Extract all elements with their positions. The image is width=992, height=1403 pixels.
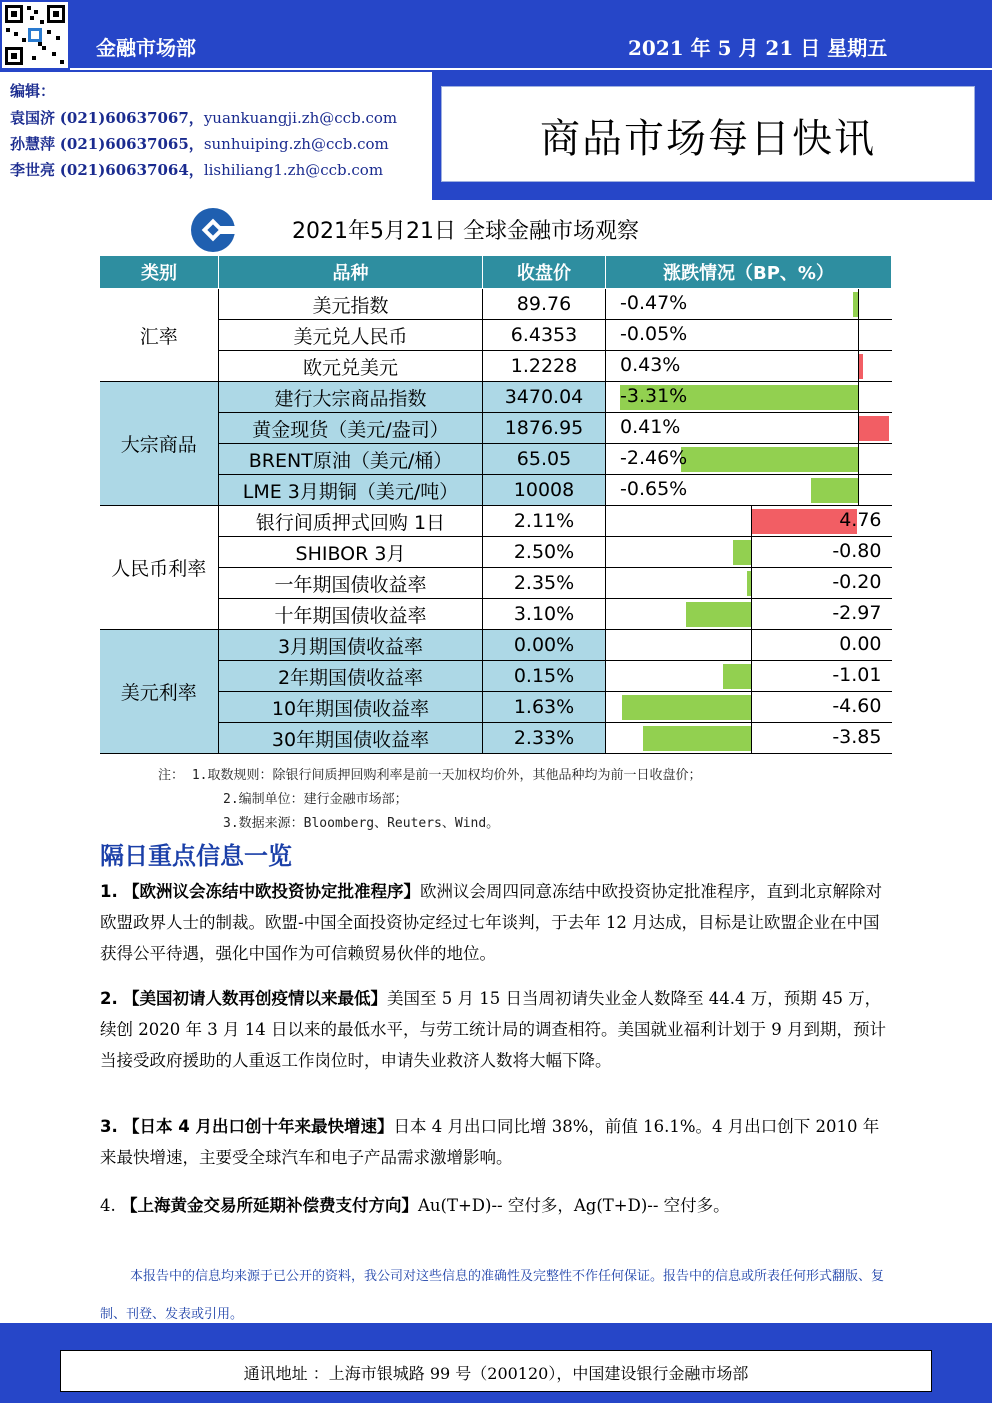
change-bar xyxy=(733,540,751,565)
zero-axis xyxy=(858,289,859,319)
zero-axis xyxy=(751,537,752,567)
close-cell: 6.4353 xyxy=(483,320,606,351)
market-table xyxy=(99,255,892,754)
editor-2 xyxy=(10,133,389,154)
change-value: 4.76 xyxy=(839,509,882,531)
close-cell: 0.15% xyxy=(483,661,606,692)
close-cell: 2.11% xyxy=(483,506,606,537)
news-title: 【欧洲议会冻结中欧投资协定批准程序】 xyxy=(123,882,420,901)
note-line: 3.数据来源：Bloomberg、Reuters、Wind。 xyxy=(223,816,500,831)
footer-address-box xyxy=(60,1350,932,1392)
category-cell: 汇率 xyxy=(100,289,219,382)
change-bar xyxy=(811,478,858,503)
editor-1 xyxy=(10,107,397,128)
header-divider xyxy=(70,68,992,70)
instrument-cell: 30年期国债收益率 xyxy=(219,723,483,754)
change-cell xyxy=(606,475,892,506)
change-cell xyxy=(606,599,892,630)
change-value: 0.43% xyxy=(620,354,681,376)
report-title: 商品市场每日快讯 xyxy=(540,116,876,162)
footer-address: 通讯地址 ：上海市银城路 99 号（200120），中国建设银行金融市场部 xyxy=(243,1364,749,1383)
zero-axis xyxy=(751,630,752,660)
change-bar xyxy=(643,726,751,751)
disclaimer: 本报告中的信息均来源于已公开的资料，我公司对这些信息的准确性及完整性不作任何保证。报告中的信息或所表任何形式翻版、复制、刊登、发表或引用。 xyxy=(100,1269,885,1322)
zero-axis xyxy=(858,351,859,381)
news-number: 1. xyxy=(100,882,118,901)
change-cell xyxy=(606,537,892,568)
news-heading: 隔日重点信息一览 xyxy=(100,842,292,870)
news-title: 【美国初请人数再创疫情以来最低】 xyxy=(123,989,387,1008)
change-value: -3.85 xyxy=(832,726,882,748)
zero-axis xyxy=(858,382,859,412)
editor-phone: (021)60637067， xyxy=(59,109,204,127)
header-category: 类别 xyxy=(100,256,219,289)
change-bar xyxy=(859,354,863,379)
instrument-cell: 10年期国债收益率 xyxy=(219,692,483,723)
news-item-2 xyxy=(100,983,892,1076)
instrument-cell: 2年期国债收益率 xyxy=(219,661,483,692)
change-value: -3.31% xyxy=(620,385,688,407)
zero-axis xyxy=(858,475,859,505)
change-value: -0.80 xyxy=(832,540,882,562)
editor-name: 孙慧萍 xyxy=(10,135,56,153)
change-cell xyxy=(606,320,892,351)
change-bar xyxy=(723,664,751,689)
change-value: -4.60 xyxy=(832,695,882,717)
report-title-box xyxy=(441,86,975,182)
table-row xyxy=(100,351,892,382)
change-value: -0.47% xyxy=(620,292,688,314)
news-title: 【上海黄金交易所延期补偿费支付方向】 xyxy=(121,1196,418,1215)
change-value: -0.65% xyxy=(620,478,688,500)
table-row xyxy=(100,630,892,661)
change-cell xyxy=(606,506,892,537)
close-cell: 1876.95 xyxy=(483,413,606,444)
change-cell xyxy=(606,661,892,692)
table-row xyxy=(100,568,892,599)
instrument-cell: 欧元兑美元 xyxy=(219,351,483,382)
close-cell: 1.2228 xyxy=(483,351,606,382)
editor-email[interactable]: lishiliang1.zh@ccb.com xyxy=(203,161,384,179)
change-cell xyxy=(606,723,892,754)
news-item-1 xyxy=(100,876,892,969)
table-row xyxy=(100,723,892,754)
table-row xyxy=(100,537,892,568)
change-value: -0.20 xyxy=(832,571,882,593)
zero-axis xyxy=(751,568,752,598)
table-row xyxy=(100,692,892,723)
table-row xyxy=(100,661,892,692)
instrument-cell: 美元指数 xyxy=(219,289,483,320)
editor-3 xyxy=(10,159,383,180)
qr-code-icon xyxy=(2,2,68,68)
close-cell: 1.63% xyxy=(483,692,606,723)
close-cell: 3470.04 xyxy=(483,382,606,413)
category-cell: 大宗商品 xyxy=(100,382,219,506)
close-cell: 10008 xyxy=(483,475,606,506)
news-body: 日本 4 月出口同比增 38%，前值 16.1%。4 月出口创下 2010 年来最快增速，主要受全球汽车和电子产品需求激增影响。 xyxy=(100,1117,880,1167)
change-cell xyxy=(606,382,892,413)
editors-panel xyxy=(0,72,432,200)
table-row xyxy=(100,413,892,444)
news-body: Au(T+D)-- 空付多，Ag(T+D)-- 空付多。 xyxy=(418,1196,730,1215)
news-title: 【日本 4 月出口创十年来最快增速】 xyxy=(123,1117,394,1136)
change-cell xyxy=(606,289,892,320)
zero-axis xyxy=(751,692,752,722)
editor-email[interactable]: yuankuangji.zh@ccb.com xyxy=(203,109,398,127)
zero-axis xyxy=(858,444,859,474)
change-cell xyxy=(606,692,892,723)
change-bar xyxy=(686,602,751,627)
instrument-cell: 美元兑人民币 xyxy=(219,320,483,351)
header-change: 涨跌情况（BP、%） xyxy=(606,256,892,289)
editors-label: 编辑： xyxy=(10,82,56,100)
editor-phone: (021)60637065， xyxy=(59,135,204,153)
table-row xyxy=(100,289,892,320)
change-value: -1.01 xyxy=(832,664,882,686)
table-row xyxy=(100,475,892,506)
close-cell: 3.10% xyxy=(483,599,606,630)
close-cell: 2.33% xyxy=(483,723,606,754)
ccb-logo-icon xyxy=(190,207,236,253)
instrument-cell: 一年期国债收益率 xyxy=(219,568,483,599)
close-cell: 2.35% xyxy=(483,568,606,599)
editor-phone: (021)60637064， xyxy=(59,161,204,179)
close-cell: 2.50% xyxy=(483,537,606,568)
instrument-cell: 黄金现货（美元/盎司） xyxy=(219,413,483,444)
close-cell: 89.76 xyxy=(483,289,606,320)
news-item-3 xyxy=(100,1111,892,1173)
instrument-cell: LME 3月期铜（美元/吨） xyxy=(219,475,483,506)
zero-axis xyxy=(751,723,752,753)
note-line: 2.编制单位：建行金融市场部； xyxy=(223,792,408,807)
news-number: 3. xyxy=(100,1117,118,1136)
news-number: 2. xyxy=(100,989,118,1008)
note-line: 注： 1.取数规则：除银行间质押回购利率是前一天加权均价外，其他品种均为前一日收盘价； xyxy=(158,768,702,783)
category-cell: 人民币利率 xyxy=(100,506,219,630)
instrument-cell: 银行间质押式回购 1日 xyxy=(219,506,483,537)
table-row xyxy=(100,599,892,630)
news-item-4 xyxy=(100,1190,892,1221)
change-bar xyxy=(859,416,889,441)
header-instrument: 品种 xyxy=(219,256,483,289)
instrument-cell: 3月期国债收益率 xyxy=(219,630,483,661)
zero-axis xyxy=(751,506,752,536)
table-row xyxy=(100,506,892,537)
editor-email[interactable]: sunhuiping.zh@ccb.com xyxy=(203,135,389,153)
category-cell: 美元利率 xyxy=(100,630,219,754)
editor-name: 袁国济 xyxy=(10,109,56,127)
news-body: 欧洲议会周四同意冻结中欧投资协定批准程序，直到北京解除对欧盟政界人士的制裁。欧盟-中国全面投资协定经过七年谈判，于去年 12 月达成，目标是让欧盟企业在中国获得公平待遇，强化中国作为可信赖贸易伙伴的地位。 xyxy=(100,882,882,963)
change-value: -0.05% xyxy=(620,323,688,345)
change-bar xyxy=(622,695,751,720)
editor-name: 李世亮 xyxy=(10,161,56,179)
header-close: 收盘价 xyxy=(483,256,606,289)
change-cell xyxy=(606,413,892,444)
zero-axis xyxy=(858,320,859,350)
instrument-cell: BRENT原油（美元/桶） xyxy=(219,444,483,475)
change-cell xyxy=(606,351,892,382)
department-name: 金融市场部 xyxy=(96,36,196,60)
change-cell xyxy=(606,568,892,599)
news-number: 4. xyxy=(100,1196,116,1215)
table-row xyxy=(100,382,892,413)
change-bar xyxy=(681,447,858,472)
instrument-cell: 建行大宗商品指数 xyxy=(219,382,483,413)
table-header-row xyxy=(100,256,892,289)
close-cell: 65.05 xyxy=(483,444,606,475)
change-value: -2.97 xyxy=(832,602,882,624)
change-cell xyxy=(606,444,892,475)
change-cell xyxy=(606,630,892,661)
table-row xyxy=(100,320,892,351)
table-title: 2021年5月21日 全球金融市场观察 xyxy=(292,219,639,244)
report-date: 2021 年 5 月 21 日 星期五 xyxy=(628,36,888,60)
change-value: -2.46% xyxy=(620,447,688,469)
zero-axis xyxy=(751,661,752,691)
zero-axis xyxy=(858,413,859,443)
table-row xyxy=(100,444,892,475)
instrument-cell: SHIBOR 3月 xyxy=(219,537,483,568)
zero-axis xyxy=(751,599,752,629)
news-body: 美国至 5 月 15 日当周初请失业金人数降至 44.4 万，预期 45 万，续创 2020 年 3 月 14 日以来的最低水平，与劳工统计局的调查相符。美国就业福利计划于 9 月到期，预计当接受政府援助的人重返工作岗位时，申请失业救济人数将大幅下降。 xyxy=(100,989,886,1070)
table-notes xyxy=(158,764,701,836)
close-cell: 0.00% xyxy=(483,630,606,661)
instrument-cell: 十年期国债收益率 xyxy=(219,599,483,630)
change-value: 0.00 xyxy=(839,633,882,655)
change-value: 0.41% xyxy=(620,416,681,438)
